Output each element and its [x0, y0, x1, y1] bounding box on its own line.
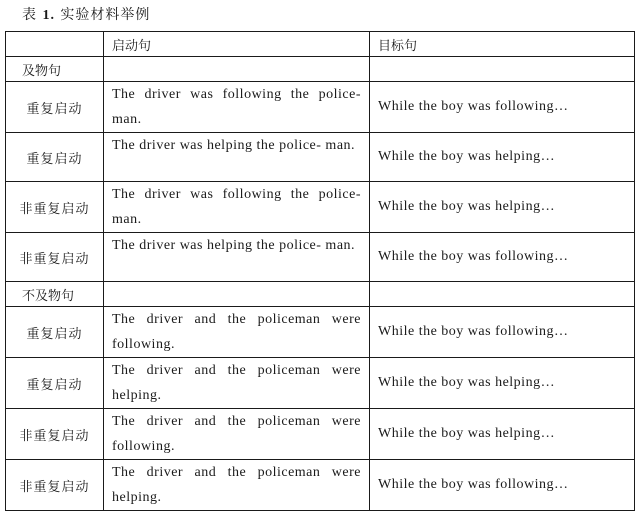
group-label: 及物句 [6, 57, 104, 82]
target-sentence-cell: While the boy was helping… [370, 409, 635, 460]
caption-prefix: 表 [22, 7, 37, 23]
header-target: 目标句 [370, 32, 635, 57]
prime-sentence-cell: The driver and the policeman were following. [104, 307, 370, 358]
table-row [6, 358, 635, 409]
table-row [6, 307, 635, 358]
prime-sentence-cell: The driver and the policeman were following. [104, 409, 370, 460]
condition-cell: 重复启动 [6, 307, 104, 358]
prime-sentence-cell: The driver was following the police- man. [104, 82, 370, 133]
header-empty-cell [6, 32, 104, 57]
target-sentence-cell: While the boy was helping… [370, 133, 635, 182]
target-sentence-cell: While the boy was following… [370, 307, 635, 358]
prime-sentence-cell: The driver and the policeman were helping. [104, 460, 370, 511]
header-prime: 启动句 [104, 32, 370, 57]
target-sentence-cell: While the boy was helping… [370, 182, 635, 233]
table-row [6, 82, 635, 133]
condition-cell: 非重复启动 [6, 182, 104, 233]
condition-cell: 非重复启动 [6, 233, 104, 282]
condition-cell: 重复启动 [6, 82, 104, 133]
condition-cell: 非重复启动 [6, 409, 104, 460]
materials-table [5, 31, 635, 511]
condition-cell: 非重复启动 [6, 460, 104, 511]
prime-sentence-cell: The driver and the policeman were helping. [104, 358, 370, 409]
table-row [6, 133, 635, 182]
prime-sentence-cell: The driver was following the police- man. [104, 182, 370, 233]
condition-cell: 重复启动 [6, 358, 104, 409]
condition-cell: 重复启动 [6, 133, 104, 182]
table-row [6, 182, 635, 233]
target-sentence-cell: While the boy was helping… [370, 358, 635, 409]
group-row-intransitive [6, 282, 635, 307]
empty-cell [104, 282, 370, 307]
group-row-transitive [6, 57, 635, 82]
caption-title: 实验材料举例 [60, 7, 151, 23]
empty-cell [370, 57, 635, 82]
target-sentence-cell: While the boy was following… [370, 460, 635, 511]
table-row [6, 460, 635, 511]
table-row [6, 409, 635, 460]
empty-cell [104, 57, 370, 82]
target-sentence-cell: While the boy was following… [370, 233, 635, 282]
table-header-row [6, 32, 635, 57]
empty-cell [370, 282, 635, 307]
prime-sentence-cell: The driver was helping the police- man. [104, 133, 370, 182]
prime-sentence-cell: The driver was helping the police- man. [104, 233, 370, 282]
table-row [6, 233, 635, 282]
target-sentence-cell: While the boy was following… [370, 82, 635, 133]
caption-number: 1. [42, 8, 55, 23]
table-caption [22, 4, 150, 24]
group-label: 不及物句 [6, 282, 104, 307]
